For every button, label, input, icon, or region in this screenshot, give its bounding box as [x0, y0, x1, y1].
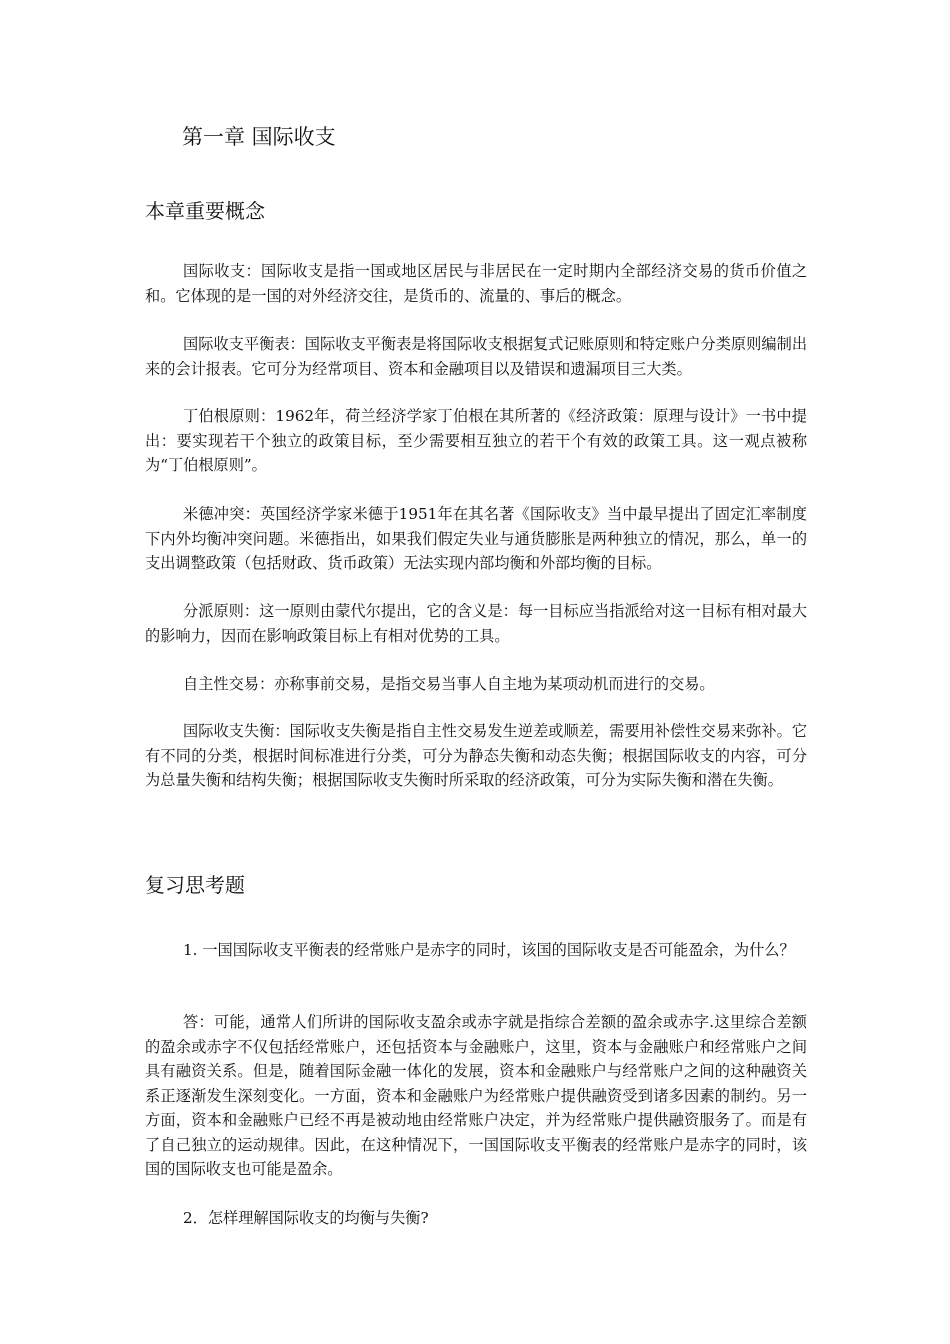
- concept-autonomous-transaction: 自主性交易：亦称事前交易，是指交易当事人自主地为某项动机而进行的交易。: [183, 675, 715, 693]
- question-1: 1. 一国国际收支平衡表的经常账户是赤字的同时，该国的国际收支是否可能盈余，为什么？: [183, 941, 795, 959]
- answer-1: 答：可能，通常人们所讲的国际收支盈余或赤字就是指综合差额的盈余或赤字.这里综合差额的盈余或赤字不仅包括经常账户，还包括资本与金融账户，这里，资本与金融账户和经常账户之间具有融资关系。但是，随着国际金融一体化的发展，资本和金融账户与经常账户之间的这种融资关系正逐渐发生深刻变化。一方面，资本和金融账户为经常账户提供融资受到诸多因素的制约。另一方面，资本和金融账户已经不再是被动地由经常账户决定，并为经常账户提供融资服务了。而是有了自己独立的运动规律。因此，在这种情况下，一国国际收支平衡表的经常账户是赤字的同时，该国的国际收支也可能是盈余。: [145, 1013, 807, 1178]
- concept-assignment-rule: 分派原则：这一原则由蒙代尔提出，它的含义是：每一目标应当指派给对这一目标有相对最大的影响力，因而在影响政策目标上有相对优势的工具。: [145, 602, 807, 645]
- concepts-heading: 本章重要概念: [145, 199, 265, 223]
- chapter-title: 第一章 国际收支: [182, 125, 336, 149]
- concept-tinbergen-rule: 丁伯根原则：1962年，荷兰经济学家丁伯根在其所著的《经济政策：原理与设计》一书中提出：要实现若干个独立的政策目标，至少需要相互独立的若干个有效的政策工具。这一观点被称为“丁伯根原则”。: [145, 407, 807, 474]
- concept-bop-disequilibrium: 国际收支失衡：国际收支失衡是指自主性交易发生逆差或顺差，需要用补偿性交易来弥补。它有不同的分类，根据时间标准进行分类，可分为静态失衡和动态失衡；根据国际收支的内容，可分为总量失衡和结构失衡；根据国际收支失衡时所采取的经济政策，可分为实际失衡和潜在失衡。: [145, 722, 807, 789]
- concept-balance-of-payments: 国际收支：国际收支是指一国或地区居民与非居民在一定时期内全部经济交易的货币价值之和。它体现的是一国的对外经济交往，是货币的、流量的、事后的概念。: [145, 262, 807, 305]
- review-heading: 复习思考题: [145, 873, 245, 897]
- concept-meade-conflict: 米德冲突：英国经济学家米德于1951年在其名著《国际收支》当中最早提出了固定汇率制度下内外均衡冲突问题。米德指出，如果我们假定失业与通货膨胀是两种独立的情况，那么，单一的支出调整政策（包括财政、货币政策）无法实现内部均衡和外部均衡的目标。: [145, 505, 807, 572]
- question-2: 2．怎样理解国际收支的均衡与失衡?: [183, 1209, 429, 1227]
- concept-bop-statement: 国际收支平衡表：国际收支平衡表是将国际收支根据复式记账原则和特定账户分类原则编制出来的会计报表。它可分为经常项目、资本和金融项目以及错误和遗漏项目三大类。: [145, 335, 807, 378]
